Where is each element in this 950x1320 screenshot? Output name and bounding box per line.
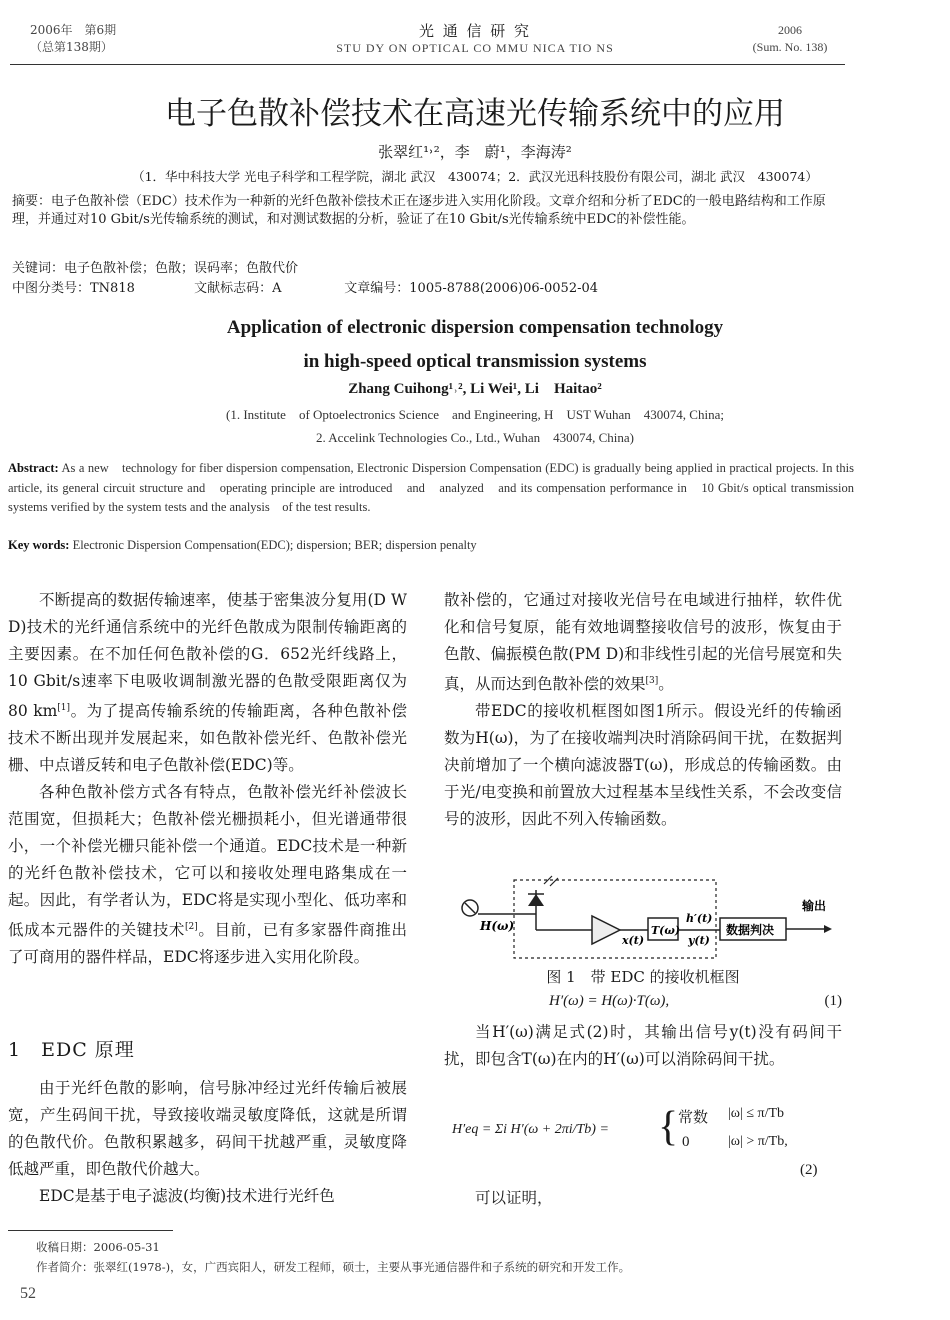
filter-label: T(ω): [651, 924, 681, 937]
received-date: 收稿日期：2006-05-31: [36, 1240, 160, 1254]
header-year-line2: (Sum. No. 138): [752, 40, 828, 54]
journal-title-cn: 光 通 信 研 究: [418, 22, 532, 40]
affiliation-cn: （1．华中科技大学 光电子科学和工程学院，湖北 武汉 430074；2．武汉光迅科技股份有限公司，湖北 武汉 430074）: [132, 169, 818, 184]
affiliation-en: [0, 403, 950, 449]
body-left-column-2: [8, 1075, 407, 1210]
abstract-cn: 摘要：电子色散补偿（EDC）技术作为一种新的光纤色散补偿技术正在逐步进入实用化阶段。文章介绍和分析了EDC的一般电路结构和工作原理，并通过对10 Gbit/s光传输系统的测试，和对测试数据的分析，验证了在10 Gbit/s光传输系统中EDC的补偿性能。: [12, 194, 826, 227]
equation-2-case2-value: 0: [682, 1134, 690, 1150]
figure-caption: 图 1 带 EDC 的接收机框图: [546, 968, 740, 986]
section-heading: 1 EDC 原理: [8, 1039, 135, 1061]
paragraph: 可以证明，: [475, 1189, 553, 1207]
keywords-en-label: Key words:: [8, 538, 70, 552]
output-arrow-icon: [824, 925, 832, 933]
paragraph-text: 。目前，已有多家器件商推出了可商用的器件样品，EDC将逐步进入实用化阶段。: [8, 921, 407, 967]
input-transfer-label: H(ω): [480, 919, 515, 933]
header-year-line1: 2006: [778, 23, 802, 37]
signal-y-label: y(t): [688, 934, 710, 947]
equation-2-case1-value: 常数: [678, 1110, 709, 1126]
clc-number: 中图分类号：TN818: [12, 281, 135, 296]
paragraph: 带EDC的接收机框图如图1所示。假设光纤的传输函数为H(ω)，为了在接收端判决时消除码间干扰，在数据判决前增加了一个横向滤波器T(ω)，形成总的传输函数。由于光/电变换和前置放大过程基本呈线性关系，不会改变信号的波形，因此不列入传输函数。: [444, 702, 842, 829]
equation-1-expression: H′(ω) = H(ω)·T(ω),: [549, 993, 670, 1009]
paragraph: [8, 779, 407, 971]
signal-x-label: x(t): [622, 934, 645, 947]
citation: [2]: [185, 922, 198, 933]
equation-2: [452, 1102, 842, 1162]
keywords-en: [8, 538, 477, 553]
decision-label: 数据判决: [726, 923, 775, 937]
photodiode-icon: [510, 876, 558, 930]
abstract-en-label: Abstract:: [8, 461, 59, 475]
paragraph-text: 各种色散补偿方式各有特点，色散补偿光纤补偿波长范围宽，但损耗大；色散补偿光栅损耗小，但光谱通带很小，一个补偿光栅只能补偿一个通道。EDC技术是一种新的光纤色散补偿技术，它可以和接收处理电路集成在一起。因此，有学者认为，EDC将是实现小型化、低功率和低成本元器件的关键技术: [8, 783, 407, 940]
body-left-column: [8, 587, 407, 971]
receiver-block-diagram: [452, 870, 844, 968]
paragraph-text: 。为了提高传输系统的传输距离，各种色散补偿技术不断出现并发展起来，如色散补偿光纤、色散补偿光栅、中点谱反转和电子色散补偿(EDC)等。: [8, 702, 407, 775]
body-right-column-3: [444, 1185, 842, 1212]
body-right-column: [444, 587, 842, 833]
document-code: 文献标志码：A: [194, 281, 282, 296]
paper-title-en-line2: in high-speed optical transmission systems: [303, 351, 647, 372]
body-right-column-2: [444, 1019, 842, 1073]
citation: [1]: [57, 703, 71, 713]
citation: [3]: [645, 676, 659, 686]
affiliation-en-line1: (1. Institute of Optoelectronics Science and Engineering, H UST Wuhan 430074, China;: [226, 407, 724, 422]
keywords-cn: 关键词：电子色散补偿；色散；误码率；色散代价: [12, 261, 299, 276]
abstract-en-text: As a new technology for fiber dispersion compensation, Electronic Dispersion Compensation (EDC) is gradually being applied in practical projects. In this article, its general circuit structure and operating principle are introduced and analyzed and its compensation performance in 10 Gbit/s optical transmission systems verified by the system tests and the analysis of the test results.: [8, 461, 867, 514]
equation-2-case1-condition: |ω| ≤ π/Tb: [728, 1106, 785, 1121]
authors-cn: 张翠红¹˒²，李 蔚¹，李海涛²: [378, 143, 572, 161]
paragraph-text: 散补偿的，它通过对接收光信号在电域进行抽样，软件优化和信号复原，能有效地调整接收信号的波形，恢复由于色散、偏振模色散(PM D)和非线性引起的光信号展宽和失真，从而达到色散补偿的效果: [444, 591, 842, 694]
header-year: [700, 22, 880, 56]
paragraph-text: 。: [658, 675, 674, 694]
article-number: 文章编号：1005-8788(2006)06-0052-04: [344, 281, 599, 296]
paragraph-text: 不断提高的数据传输速率，使基于密集波分复用(D W D)技术的光纤通信系统中的光纤色散成为限制传输距离的主要因素。在不加任何色散补偿的G．652光纤线路上，10 Gbit/s速率下电吸收调制激光器的色散受限距离仅为80 km: [8, 591, 407, 721]
classification-row: [12, 277, 850, 296]
equation-2-lhs: H′eq = Σi H′(ω + 2πi/Tb) =: [452, 1122, 609, 1137]
paragraph: EDC是基于电子滤波(均衡)技术进行光纤色: [39, 1187, 335, 1205]
amplifier-icon: [592, 916, 620, 944]
abstract-en: [8, 459, 867, 518]
header-rule: [10, 64, 845, 65]
paragraph: [8, 587, 407, 779]
page-number: 52: [20, 1285, 36, 1302]
output-label: 输出: [802, 899, 827, 913]
footnote-rule: [8, 1230, 173, 1231]
paper-title-en: [0, 311, 950, 379]
paragraph: [444, 587, 842, 698]
paragraph: 当H′(ω)满足式(2)时，其输出信号y(t)没有码间干扰，即包含T(ω)在内的H′(ω)可以消除码间干扰。: [444, 1023, 842, 1068]
authors-en: Zhang Cuihong¹˒², Li Wei¹, Li Haitao²: [348, 381, 602, 397]
footnote: [36, 1237, 630, 1277]
paragraph: 由于光纤色散的影响，信号脉冲经过光纤传输后被展宽，产生码间干扰，导致接收端灵敏度降低，这就是所谓的色散代价。色散积累越多，码间干扰越严重，灵敏度降低越严重，即色散代价越大。: [8, 1079, 407, 1178]
header-issue-line2: （总第138期）: [30, 40, 113, 54]
header-issue-line1: 2006年 第6期: [30, 23, 117, 37]
signal-h-prime-label: h′(t): [686, 912, 713, 925]
equation-1-number: (1): [824, 993, 842, 1009]
affiliation-en-line2: 2. Accelink Technologies Co., Ltd., Wuhan 430074, China): [316, 430, 634, 445]
equation-2-case2-condition: |ω| > π/Tb,: [728, 1134, 788, 1149]
author-bio: 作者简介：张翠红(1978-)，女，广西宾阳人，研发工程师，硕士，主要从事光通信器件和子系统的研究和开发工作。: [36, 1260, 631, 1274]
paper-title-cn: 电子色散补偿技术在高速光传输系统中的应用: [165, 96, 785, 132]
paper-title-en-line1: Application of electronic dispersion compensation technology: [226, 317, 724, 338]
equation-2-number: (2): [800, 1162, 818, 1178]
equation-2-brace: {: [658, 1104, 679, 1150]
journal-title-en: STU DY ON OPTICAL CO MMU NICA TIO NS: [336, 41, 614, 55]
optical-input-icon: [462, 900, 478, 916]
keywords-en-text: Electronic Dispersion Compensation(EDC); dispersion; BER; dispersion penalty: [72, 538, 477, 552]
